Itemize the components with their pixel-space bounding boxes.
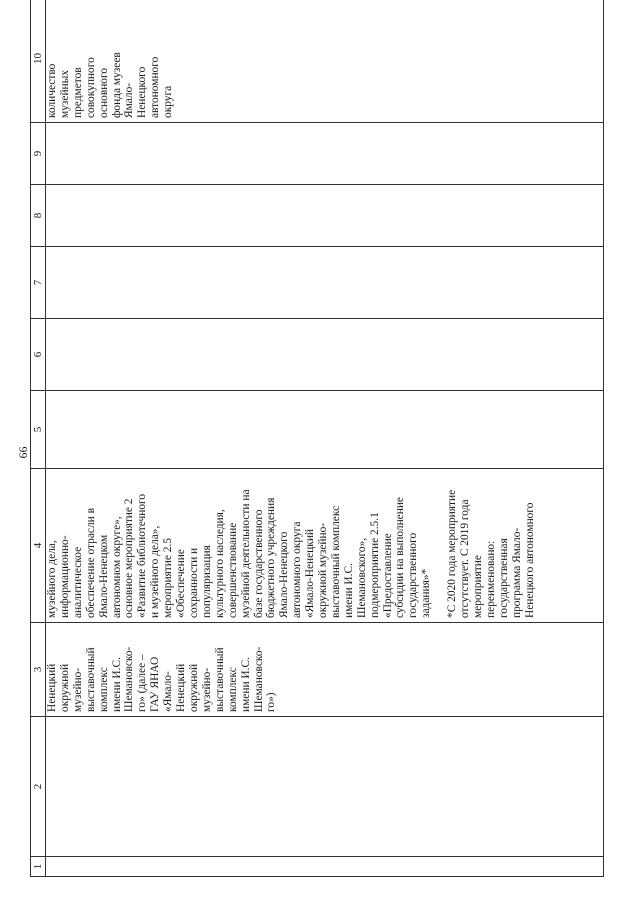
- cell-col5: [46, 391, 604, 469]
- cell-activity: [46, 469, 604, 623]
- indicator-text: количество музейных предметов совокупного основного фонда музеев Ямало- Ненецкого автономного округа: [46, 52, 175, 118]
- col-header-10: 10: [31, 0, 46, 123]
- col-header-6: 6: [31, 319, 46, 391]
- page-number: 66: [16, 446, 30, 459]
- col-header-9: 9: [31, 123, 46, 185]
- col-header-2: 2: [31, 717, 46, 857]
- executor-text: Ненецкий окружной музейно- выставочный комплекс имени И.С. Шемановско- го» (далее – ГАУ ЯНАО «Ямало- Ненецкий окружной музейно- выставочный комплекс имени И.С. Шемановско- го»): [46, 646, 278, 712]
- cell-col2: [46, 717, 604, 857]
- col-header-7: 7: [31, 247, 46, 319]
- cell-col8: [46, 185, 604, 247]
- cell-col7: [46, 247, 604, 319]
- col-header-4: 4: [31, 469, 46, 623]
- activity-footnote: *С 2020 года мероприятие отсутствует. С 2019 года мероприятие переименовано: государственная программа Ямало- Ненецкого автономного: [446, 489, 536, 618]
- col-header-8: 8: [31, 185, 46, 247]
- program-table: [30, 0, 604, 877]
- cell-indicator: [46, 0, 604, 123]
- column-number-row: [31, 0, 46, 877]
- cell-col1: [46, 857, 604, 877]
- cell-col9: [46, 123, 604, 185]
- activity-text: музейного дела, информационно- аналитическое обеспечение отрасли в Ямало-Ненецком автономном округе», основное мероприятие 2 «Развитие библиотечного и музейного дела», мероприятие 2.5 «Обеспечение сохранности и популяризация культурного наследия, совершенствование музейной деятельности на базе государственного бюджетного учреждения Ямало-Ненецкого автономного округа «Ямало-Ненецкий окружной музейно- выставочный комплекс имени И.С. Шемановского», подмероприятие 2.5.1 «Предоставление субсидии на выполнение государственного задания»*: [46, 489, 433, 618]
- table-row: [46, 0, 604, 877]
- col-header-3: 3: [31, 623, 46, 717]
- col-header-1: 1: [31, 857, 46, 877]
- cell-col6: [46, 319, 604, 391]
- col-header-5: 5: [31, 391, 46, 469]
- cell-executor: [46, 623, 604, 717]
